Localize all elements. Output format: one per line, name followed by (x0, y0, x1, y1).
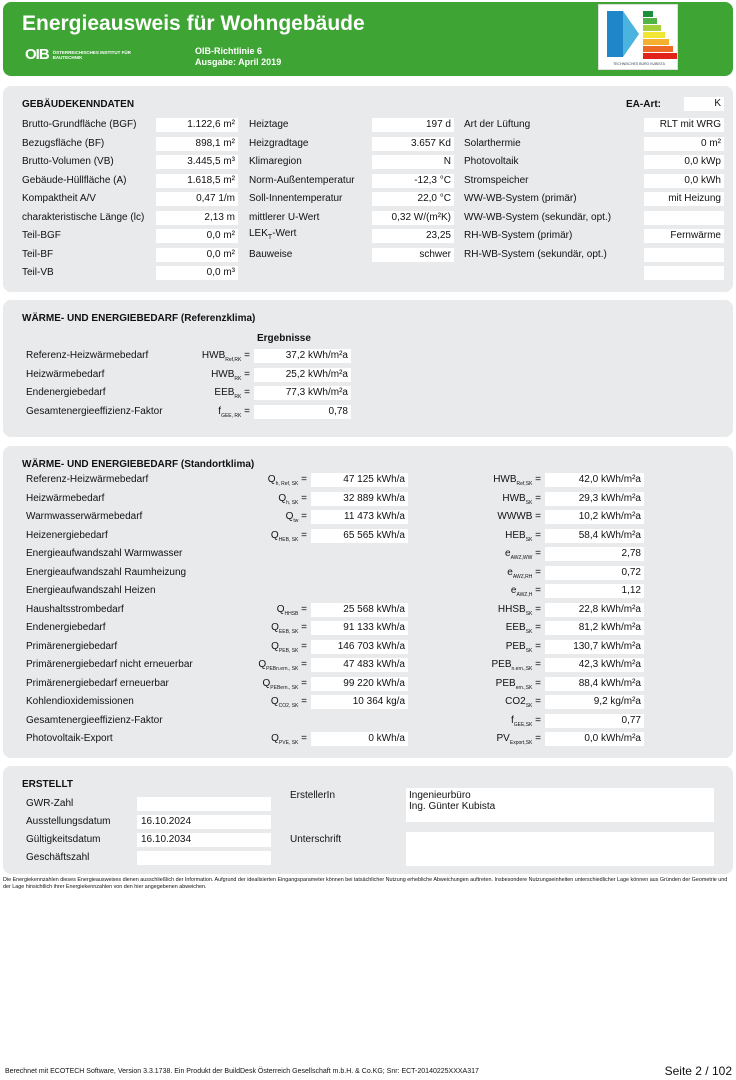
erstellt-label: Gültigkeitsdatum (26, 834, 101, 845)
erstellerin-value (406, 788, 714, 822)
referenz-value: 77,3 kWh/m²a (254, 386, 351, 400)
symbol: f (510, 714, 514, 726)
standort-value-absolute: 47 483 kWh/a (311, 658, 408, 672)
symbol: Q (271, 733, 279, 744)
kenndaten-label: Brutto-Volumen (VB) (22, 156, 114, 167)
ea-art-value: K (684, 97, 724, 111)
standort-symbol-specific: $PEB_{SK}$ = (505, 640, 541, 654)
standort-symbol-specific: $PV_{Export,SK}$ = (496, 733, 541, 746)
symbol: Q (258, 659, 267, 670)
standort-value-specific: 58,4 kWh/m²a (545, 529, 644, 543)
standort-value-absolute: 32 889 kWh/a (311, 492, 408, 506)
erstellerin-label: ErstellerIn (290, 790, 336, 801)
symbol-subscript: n.ern.,SK (511, 666, 533, 672)
symbol: HWB (211, 368, 235, 380)
standort-value-specific: 42,3 kWh/m²a (545, 658, 644, 672)
kenndaten-value: Fernwärme (644, 229, 724, 243)
standort-symbol-absolute: $Q_{h, SK}$ = (278, 492, 307, 506)
kenndaten-value: 0,0 m² (156, 248, 238, 262)
symbol-subscript: tw (293, 518, 299, 524)
disclaimer: Die Energiekennzahlen dieses Energieausweises dienen ausschließlich der Information. Aufgrund der idealisierten Eingangsparameter können bei tatsächlicher Nutzung erhebliche Abweichungen auftreten. Insbesondere Nutzungseinheiten unterschiedlicher Lage können aus Gründen der Geometrie und der Lage hinsichtlich ihrer Energiekennzahlen von den hier angegebenen abweichen. (3, 877, 728, 890)
kenndaten-label: Soll-Innentemperatur (249, 193, 343, 204)
ergebnisse-heading: Ergebnisse (257, 333, 311, 344)
standort-symbol-absolute: $Q_{PVE, SK}$ = (271, 733, 307, 746)
erstellt-value (137, 797, 271, 811)
kenndaten-label: Bezugsfläche (BF) (22, 137, 105, 149)
standort-symbol-specific: $HWB_{Ref,SK}$ = (493, 474, 541, 487)
kenndaten-label: Kompaktheit A/V (22, 193, 96, 204)
kenndaten-value (644, 248, 724, 262)
standort-value-absolute: 65 565 kWh/a (311, 529, 408, 543)
symbol-subscript: SK (525, 629, 533, 635)
kenndaten-value: 0,0 kWp (644, 155, 724, 169)
erstellerin-line2: Ing. Günter Kubista (409, 801, 496, 812)
referenz-value: 0,78 (254, 405, 351, 419)
kenndaten-label: Photovoltaik (464, 156, 519, 167)
kenndaten-value: 0 m² (644, 137, 724, 151)
standort-value-absolute: 10 364 kg/a (311, 695, 408, 709)
kenndaten-value: 0,47 1/m (156, 192, 238, 206)
symbol: f (218, 405, 222, 417)
standort-label: Referenz-Heizwärmebedarf (26, 474, 149, 485)
kenndaten-value: 23,25 (372, 229, 454, 243)
symbol-subscript: PEB, SK (278, 647, 299, 654)
symbol: PEB (505, 640, 526, 652)
erstellerin-line1: Ingenieurbüro (409, 790, 471, 801)
symbol: Q (276, 603, 285, 615)
symbol-subscript: SK (525, 536, 533, 543)
symbol: Q (278, 492, 287, 504)
standort-label: Heizwärmebedarf (26, 492, 105, 504)
standort-symbol-specific: WWWB = (497, 511, 541, 522)
symbol-subscript: EEB, SK (278, 629, 299, 635)
standort-symbol-absolute: $Q_{PEBn.ern., SK}$ = (258, 659, 307, 672)
symbol: Q (262, 677, 271, 689)
standort-symbol-specific: $HHSB_{SK}$ = (497, 603, 541, 617)
standort-symbol-specific: $e_{AWZ,WW}$ = (505, 548, 541, 561)
standort-symbol-absolute: $Q_{h, Ref, SK}$ = (267, 474, 307, 487)
standort-label: Haushaltsstrombedarf (26, 603, 124, 615)
symbol: HWB (493, 474, 517, 485)
document-title: Energieausweis für Wohngebäude (22, 12, 365, 35)
standort-value-specific: 0,72 (545, 566, 644, 580)
erstellt-label: Geschäftszahl (26, 852, 90, 863)
kenndaten-label: Heizgradtage (249, 137, 309, 149)
standort-symbol-absolute: $Q_{PEBern., SK}$ = (262, 677, 307, 691)
standort-value-absolute: 25 568 kWh/a (311, 603, 408, 617)
symbol-subscript: HHSB (284, 610, 299, 617)
kenndaten-value: 0,0 kWh (644, 174, 724, 188)
symbol-subscript: Ref,SK (516, 481, 533, 487)
standort-label: Photovoltaik-Export (26, 733, 113, 744)
ea-art-label: EA-Art: (626, 99, 661, 110)
symbol-subscript: SK (525, 499, 533, 506)
symbol: HHSB (497, 603, 526, 615)
erstellt-section (3, 766, 733, 874)
symbol: HWB (201, 350, 226, 361)
kenndaten-label: Solarthermie (464, 137, 521, 149)
referenz-symbol: $f_{GEE, RK}$ = (218, 405, 250, 419)
referenz-symbol: $HWB_{Ref,RK}$ = (201, 350, 250, 363)
ausgabe: Ausgabe: April 2019 (195, 57, 282, 67)
symbol-subscript: Ref,RK (225, 357, 242, 363)
symbol: Q (270, 696, 279, 707)
symbol-subscript: SK (525, 610, 533, 617)
standort-symbol-specific: $PEB_{ern.,SK}$ = (495, 677, 541, 691)
referenz-label: Gesamtenergieeffizienz-Faktor (26, 405, 163, 417)
referenzklima-section (3, 300, 733, 437)
standort-label: Primärenergiebedarf nicht erneuerbar (26, 659, 193, 670)
standort-symbol-specific: $e_{AWZ,H}$ = (510, 585, 541, 598)
symbol: CO2 (505, 696, 526, 707)
symbol: WWWB (497, 511, 533, 522)
symbol-subscript: GEE, RK (221, 412, 242, 419)
standort-value-absolute: 11 473 kWh/a (311, 510, 408, 524)
kenndaten-value: 0,0 m³ (156, 266, 238, 280)
lek-label-main: LEK (249, 228, 268, 239)
standort-label: Primärenergiebedarf (26, 640, 118, 652)
erstellt-value: 16.10.2034 (137, 833, 271, 847)
kenndaten-value: 1.618,5 m² (156, 174, 238, 188)
kenndaten-label: Bauweise (249, 248, 293, 260)
section-title: ERSTELLT (22, 779, 73, 790)
kenndaten-label: charakteristische Länge (lc) (22, 211, 145, 223)
standort-value-absolute: 99 220 kWh/a (311, 677, 408, 691)
symbol-subscript: PEBn.ern., SK (266, 666, 299, 672)
standort-value-specific: 9,2 kg/m²a (545, 695, 644, 709)
standort-symbol-specific: $CO2_{SK}$ = (505, 696, 541, 709)
referenz-symbol: $EEB_{RK}$ = (214, 387, 250, 400)
standort-value-specific: 10,2 kWh/m²a (545, 510, 644, 524)
kenndaten-label: WW-WB-System (sekundär, opt.) (464, 211, 612, 223)
standort-value-specific: 0,77 (545, 714, 644, 728)
kenndaten-value: 0,0 m² (156, 229, 238, 243)
standort-value-specific: 2,78 (545, 547, 644, 561)
standort-symbol-specific: $HEB_{SK}$ = (505, 529, 541, 543)
oib-logo-text: OIB (25, 46, 49, 63)
symbol-subscript: h, SK (286, 499, 299, 506)
kenndaten-value: RLT mit WRG (644, 118, 724, 132)
symbol: HWB (502, 492, 526, 504)
standort-label: Endenergiebedarf (26, 622, 106, 633)
symbol-subscript: AWZ,RH (512, 573, 533, 580)
kenndaten-value (644, 211, 724, 225)
symbol-subscript: Export,SK (509, 740, 533, 746)
kenndaten-label: Art der Lüftung (464, 119, 531, 130)
kenndaten-label: mittlerer U-Wert (249, 211, 320, 223)
referenz-label: Endenergiebedarf (26, 387, 106, 398)
kenndaten-label: Brutto-Grundfläche (BGF) (22, 119, 137, 130)
kenndaten-label: Heiztage (249, 119, 289, 130)
richtlinie-info (195, 46, 281, 68)
kenndaten-value: 1.122,6 m² (156, 118, 238, 132)
kenndaten-value: 197 d (372, 118, 454, 132)
standort-label: Energieaufwandszahl Raumheizung (26, 566, 187, 578)
standort-label: Energieaufwandszahl Warmwasser (26, 548, 183, 559)
section-title: WÄRME- UND ENERGIEBEDARF (Standortklima) (22, 459, 255, 470)
symbol: PV (496, 733, 510, 744)
symbol: Q (271, 622, 279, 633)
page-number: Seite 2 / 102 (664, 1064, 732, 1078)
kenndaten-value: 898,1 m² (156, 137, 238, 151)
symbol-subscript: PEBern., SK (270, 684, 299, 691)
symbol: e (507, 566, 513, 578)
unterschrift-label: Unterschrift (290, 834, 342, 845)
kenndaten-label: WW-WB-System (primär) (464, 193, 577, 204)
erstellt-label: Ausstellungsdatum (26, 816, 111, 827)
standort-symbol-absolute: $Q_{CO2, SK}$ = (270, 696, 307, 709)
symbol-subscript: AWZ,H (516, 592, 533, 598)
referenz-value: 25,2 kWh/m²a (254, 368, 351, 382)
standort-label: Heizenergiebedarf (26, 529, 108, 541)
standort-value-absolute: 0 kWh/a (311, 732, 408, 746)
symbol: HEB (505, 529, 526, 541)
footer-text: Berechnet mit ECOTECH Software, Version 3.3.1738. Ein Produkt der BuildDesk Österreich Gesellschaft m.b.H. & Co.KG; Snr: ECT-20140225XXXA317 (5, 1068, 479, 1075)
symbol: EEB (505, 622, 526, 633)
standort-value-specific: 88,4 kWh/m²a (545, 677, 644, 691)
symbol-subscript: RK (234, 375, 242, 382)
standort-label: Warmwasserwärmebedarf (26, 511, 143, 522)
symbol-subscript: SK (525, 703, 533, 709)
oib-institute-text: ÖSTERREICHISCHES INSTITUT FÜR BAUTECHNIK (52, 49, 131, 60)
standort-value-specific: 81,2 kWh/m²a (545, 621, 644, 635)
erstellt-value (137, 851, 271, 865)
standort-symbol-absolute: $Q_{HHSB}$ = (276, 603, 307, 617)
symbol: e (510, 585, 517, 596)
erstellt-label: GWR-Zahl (26, 798, 74, 809)
symbol: Q (271, 640, 279, 652)
lek-label-sub: T (267, 234, 273, 241)
oib-logo (25, 46, 133, 63)
standort-symbol-absolute: $Q_{EEB, SK}$ = (271, 622, 307, 635)
kenndaten-value: schwer (372, 248, 454, 262)
standort-value-specific: 22,8 kWh/m²a (545, 603, 644, 617)
kenndaten-value: 22,0 °C (372, 192, 454, 206)
kenndaten-label: Klimaregion (249, 156, 302, 167)
standort-value-specific: 29,3 kWh/m²a (545, 492, 644, 506)
kenndaten-label: Gebäude-Hüllfläche (A) (22, 174, 127, 186)
symbol-subscript: RK (234, 394, 242, 400)
kenndaten-value: 3.657 Kd (372, 137, 454, 151)
referenz-value: 37,2 kWh/m²a (254, 349, 351, 363)
referenz-symbol: $HWB_{RK}$ = (211, 368, 250, 382)
energy-class-badge (598, 4, 678, 70)
symbol-subscript: HEB, SK (278, 536, 299, 543)
symbol-subscript: GEE,SK (513, 721, 533, 728)
symbol-subscript: PVE, SK (278, 740, 299, 746)
kenndaten-label: Teil-BF (22, 248, 54, 260)
standort-symbol-absolute: $Q_{tw}$ = (285, 511, 307, 524)
symbol-subscript: h, Ref, SK (275, 481, 299, 487)
symbol: PEB (495, 677, 516, 689)
standort-symbol-specific: $EEB_{SK}$ = (505, 622, 541, 635)
section-title: GEBÄUDEKENNDATEN (22, 99, 135, 110)
badge-caption: TECHNISCHES BÜRO KUBISTA (613, 62, 665, 66)
standort-value-specific: 0,0 kWh/m²a (545, 732, 644, 746)
standort-value-absolute: 146 703 kWh/a (311, 640, 408, 654)
standort-symbol-specific: $f_{GEE,SK}$ = (510, 714, 541, 728)
symbol: Q (267, 474, 276, 485)
lek-label (249, 227, 296, 245)
standort-label: Energieaufwandszahl Heizen (26, 585, 156, 596)
kenndaten-value: -12,3 °C (372, 174, 454, 188)
kenndaten-label: Teil-VB (22, 267, 54, 278)
standort-value-specific: 42,0 kWh/m²a (545, 473, 644, 487)
symbol: Q (270, 529, 279, 541)
section-title: WÄRME- UND ENERGIEBEDARF (Referenzklima) (22, 313, 256, 324)
symbol-subscript: SK (525, 647, 533, 654)
standort-value-absolute: 47 125 kWh/a (311, 473, 408, 487)
richtlinie: OIB-Richtlinie 6 (195, 46, 263, 56)
kenndaten-value: mit Heizung (644, 192, 724, 206)
symbol: EEB (214, 387, 235, 398)
kenndaten-value (644, 266, 724, 280)
kenndaten-label: RH-WB-System (primär) (464, 230, 573, 241)
standort-symbol-specific: $HWB_{SK}$ = (502, 492, 541, 506)
kenndaten-value: 0,32 W/(m²K) (372, 211, 454, 225)
standort-symbol-specific: $PEB_{n.ern.,SK}$ = (491, 659, 541, 672)
kenndaten-label: Stromspeicher (464, 174, 529, 186)
kenndaten-value: 2,13 m (156, 211, 238, 225)
erstellt-value: 16.10.2024 (137, 815, 271, 829)
gebaeudekenndaten-section (3, 86, 733, 292)
kenndaten-value: N (372, 155, 454, 169)
lek-label-tail: -Wert (272, 228, 297, 239)
standort-symbol-absolute: $Q_{PEB, SK}$ = (271, 640, 307, 654)
symbol-subscript: AWZ,WW (510, 555, 533, 561)
standortklima-section (3, 446, 733, 758)
standort-symbol-specific: $e_{AWZ,RH}$ = (507, 566, 541, 580)
referenz-label: Referenz-Heizwärmebedarf (26, 350, 149, 361)
standort-label: Primärenergiebedarf erneuerbar (26, 677, 169, 689)
unterschrift-field (406, 832, 714, 866)
standort-value-specific: 130,7 kWh/m²a (545, 640, 644, 654)
standort-label: Gesamtenergieeffizienz-Faktor (26, 714, 163, 726)
kenndaten-value: 3.445,5 m³ (156, 155, 238, 169)
kenndaten-label: Teil-BGF (22, 230, 61, 241)
symbol-subscript: CO2, SK (278, 703, 299, 709)
standort-symbol-absolute: $Q_{HEB, SK}$ = (270, 529, 307, 543)
symbol-subscript: ern.,SK (515, 684, 533, 691)
referenz-label: Heizwärmebedarf (26, 368, 105, 380)
standort-value-absolute: 91 133 kWh/a (311, 621, 408, 635)
energy-scale-logo-icon (599, 5, 679, 63)
kenndaten-label: RH-WB-System (sekundär, opt.) (464, 248, 607, 260)
standort-label: Kohlendioxidemissionen (26, 696, 134, 707)
symbol: Q (285, 511, 294, 522)
standort-value-specific: 1,12 (545, 584, 644, 598)
symbol: e (505, 548, 511, 559)
symbol: PEB (491, 659, 512, 670)
kenndaten-label: Norm-Außentemperatur (249, 174, 355, 186)
